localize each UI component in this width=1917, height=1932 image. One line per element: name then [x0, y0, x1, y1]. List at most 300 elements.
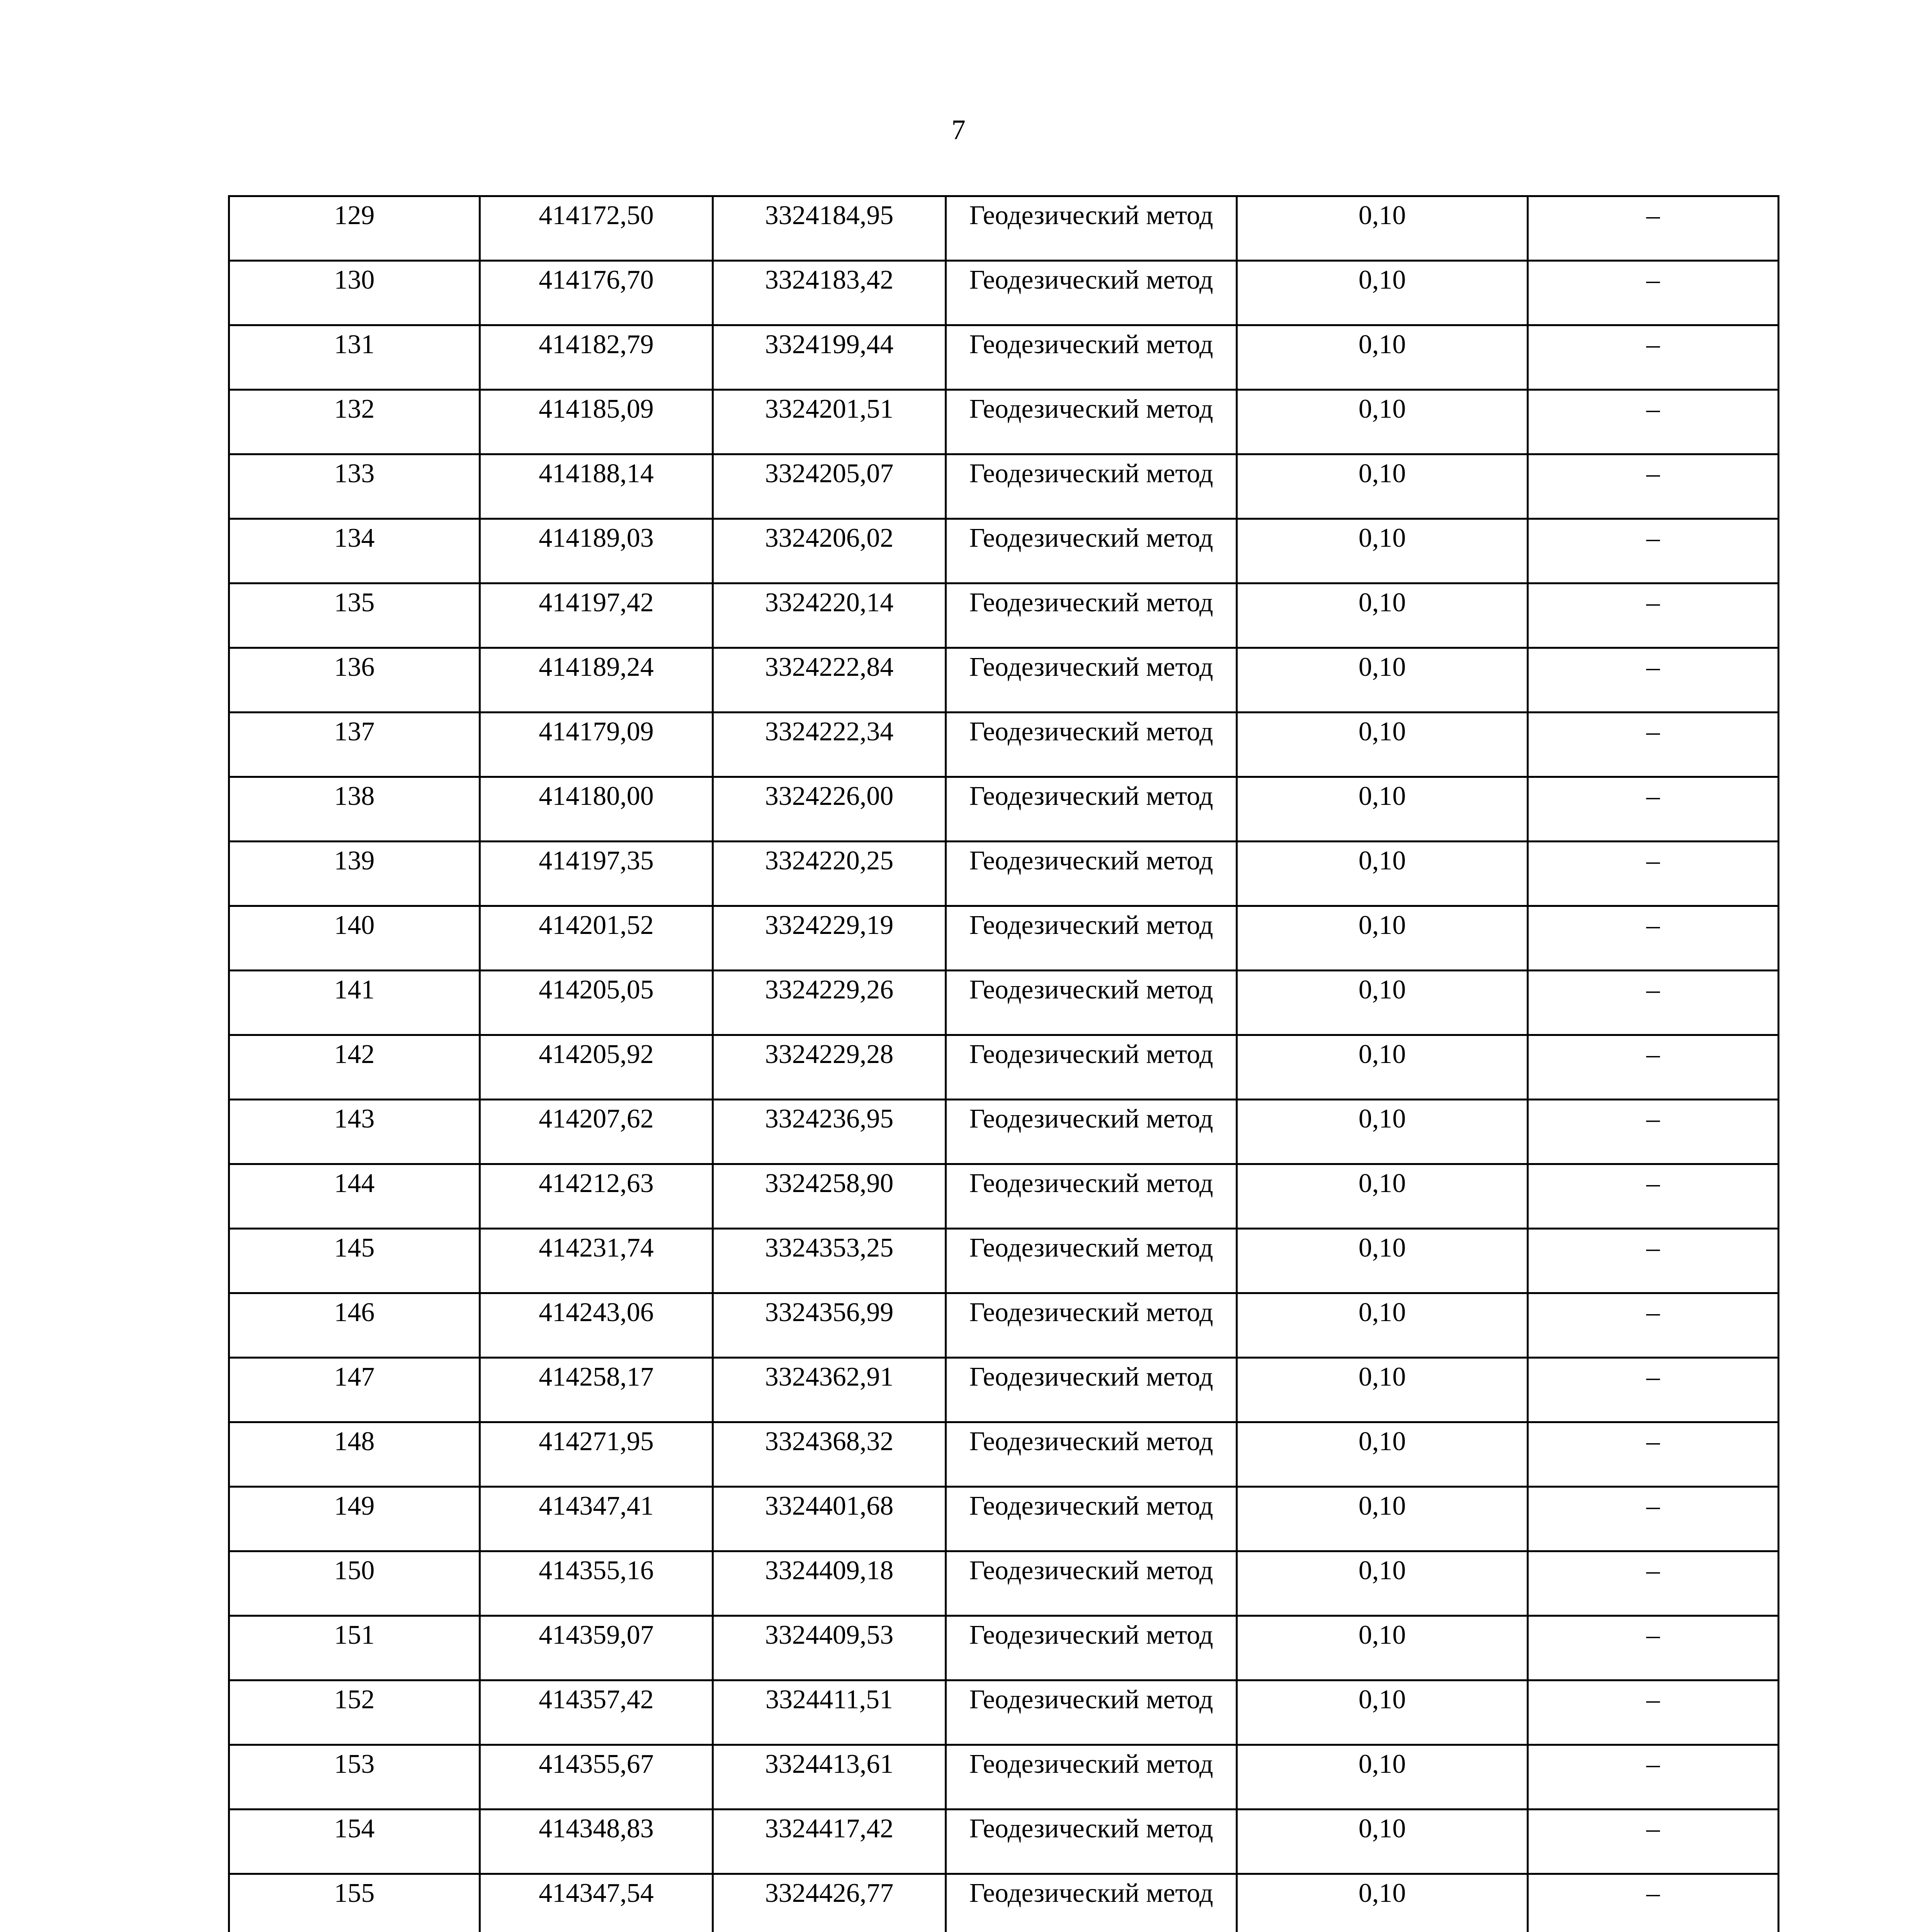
coordinate-y-cell-text: 3324206,02 — [765, 523, 894, 553]
note-cell — [1528, 1745, 1779, 1810]
coordinate-x-cell-text: 414359,07 — [539, 1620, 654, 1650]
point-number-cell-text: 145 — [334, 1233, 375, 1263]
accuracy-cell-text: 0,10 — [1358, 588, 1406, 617]
coordinate-y-cell-text: 3324356,99 — [765, 1298, 894, 1327]
accuracy-cell-text: 0,10 — [1358, 1878, 1406, 1908]
point-number-cell-text: 130 — [334, 265, 375, 295]
coordinate-y-cell-text: 3324222,34 — [765, 717, 894, 747]
accuracy-cell-text: 0,10 — [1358, 846, 1406, 876]
coordinate-x-cell-text: 414347,54 — [539, 1878, 654, 1908]
note-cell — [1528, 261, 1779, 325]
accuracy-cell-text: 0,10 — [1358, 975, 1406, 1005]
note-cell — [1528, 1293, 1779, 1358]
note-cell-text: – — [1646, 1814, 1660, 1844]
note-cell — [1528, 1874, 1779, 1932]
coordinate-x-cell — [480, 971, 713, 1035]
note-cell-text: – — [1646, 201, 1660, 230]
coordinate-y-cell — [713, 713, 946, 777]
table-row — [229, 777, 1779, 842]
point-number-cell-text: 139 — [334, 846, 375, 876]
point-number-cell — [229, 583, 480, 648]
coordinate-x-cell — [480, 713, 713, 777]
accuracy-cell — [1237, 1487, 1528, 1551]
coordinate-x-cell — [480, 1035, 713, 1100]
accuracy-cell-text: 0,10 — [1358, 717, 1406, 747]
point-number-cell-text: 135 — [334, 588, 375, 617]
table-row — [229, 1487, 1779, 1551]
table-row — [229, 1810, 1779, 1874]
coordinate-y-cell — [713, 519, 946, 583]
point-number-cell — [229, 1293, 480, 1358]
coordinate-x-cell-text: 414185,09 — [539, 394, 654, 424]
method-cell-text: Геодезический метод — [969, 201, 1213, 230]
coordinate-x-cell-text: 414348,83 — [539, 1814, 654, 1844]
coordinate-x-cell — [480, 1164, 713, 1229]
coordinate-x-cell — [480, 1810, 713, 1874]
note-cell-text: – — [1646, 459, 1660, 488]
coordinate-x-cell-text: 414189,24 — [539, 652, 654, 682]
point-number-cell-text: 136 — [334, 652, 375, 682]
point-number-cell-text: 133 — [334, 459, 375, 488]
table-row — [229, 390, 1779, 454]
coordinate-x-cell — [480, 1293, 713, 1358]
accuracy-cell — [1237, 777, 1528, 842]
method-cell — [946, 1810, 1237, 1874]
note-cell — [1528, 648, 1779, 713]
note-cell — [1528, 325, 1779, 390]
note-cell — [1528, 454, 1779, 519]
point-number-cell-text: 148 — [334, 1427, 375, 1456]
coordinate-x-cell-text: 414189,03 — [539, 523, 654, 553]
coordinate-y-cell — [713, 777, 946, 842]
accuracy-cell-text: 0,10 — [1358, 781, 1406, 811]
coordinate-x-cell — [480, 325, 713, 390]
method-cell — [946, 713, 1237, 777]
method-cell — [946, 1100, 1237, 1164]
accuracy-cell — [1237, 261, 1528, 325]
note-cell-text: – — [1646, 1427, 1660, 1456]
table-row — [229, 1035, 1779, 1100]
method-cell — [946, 1422, 1237, 1487]
coordinate-x-cell — [480, 261, 713, 325]
note-cell-text: – — [1646, 265, 1660, 295]
coordinate-y-cell-text: 3324353,25 — [765, 1233, 894, 1263]
point-number-cell — [229, 971, 480, 1035]
point-number-cell-text: 143 — [334, 1104, 375, 1134]
point-number-cell — [229, 648, 480, 713]
point-number-cell — [229, 1100, 480, 1164]
method-cell-text: Геодезический метод — [969, 265, 1213, 295]
table-row — [229, 842, 1779, 906]
table-row — [229, 1874, 1779, 1932]
method-cell — [946, 325, 1237, 390]
table-row — [229, 648, 1779, 713]
note-cell-text: – — [1646, 1620, 1660, 1650]
coordinate-y-cell — [713, 1422, 946, 1487]
method-cell-text: Геодезический метод — [969, 1104, 1213, 1134]
accuracy-cell — [1237, 906, 1528, 971]
method-cell-text: Геодезический метод — [969, 1556, 1213, 1585]
method-cell-text: Геодезический метод — [969, 1427, 1213, 1456]
coordinates-table-body — [229, 196, 1779, 1932]
point-number-cell — [229, 261, 480, 325]
table-row — [229, 261, 1779, 325]
point-number-cell — [229, 325, 480, 390]
note-cell — [1528, 1551, 1779, 1616]
accuracy-cell — [1237, 1293, 1528, 1358]
accuracy-cell-text: 0,10 — [1358, 1427, 1406, 1456]
accuracy-cell-text: 0,10 — [1358, 1749, 1406, 1779]
coordinate-y-cell — [713, 971, 946, 1035]
accuracy-cell — [1237, 1551, 1528, 1616]
coordinate-x-cell — [480, 1616, 713, 1680]
table-row — [229, 971, 1779, 1035]
accuracy-cell — [1237, 648, 1528, 713]
note-cell-text: – — [1646, 1362, 1660, 1392]
coordinate-y-cell-text: 3324236,95 — [765, 1104, 894, 1134]
method-cell — [946, 1551, 1237, 1616]
note-cell-text: – — [1646, 781, 1660, 811]
coordinate-y-cell — [713, 1035, 946, 1100]
note-cell-text: – — [1646, 394, 1660, 424]
method-cell-text: Геодезический метод — [969, 652, 1213, 682]
method-cell-text: Геодезический метод — [969, 588, 1213, 617]
method-cell-text: Геодезический метод — [969, 330, 1213, 359]
page-number: 7 — [951, 114, 966, 145]
method-cell-text: Геодезический метод — [969, 394, 1213, 424]
accuracy-cell-text: 0,10 — [1358, 1491, 1406, 1521]
method-cell-text: Геодезический метод — [969, 1039, 1213, 1069]
accuracy-cell-text: 0,10 — [1358, 1233, 1406, 1263]
point-number-cell-text: 129 — [334, 201, 375, 230]
accuracy-cell-text: 0,10 — [1358, 1168, 1406, 1198]
accuracy-cell-text: 0,10 — [1358, 201, 1406, 230]
method-cell — [946, 906, 1237, 971]
coordinate-x-cell — [480, 1358, 713, 1422]
accuracy-cell — [1237, 1229, 1528, 1293]
accuracy-cell-text: 0,10 — [1358, 1104, 1406, 1134]
coordinate-x-cell-text: 414357,42 — [539, 1685, 654, 1714]
point-number-cell — [229, 196, 480, 261]
method-cell-text: Геодезический метод — [969, 523, 1213, 553]
method-cell — [946, 648, 1237, 713]
accuracy-cell-text: 0,10 — [1358, 652, 1406, 682]
coordinate-y-cell-text: 3324401,68 — [765, 1491, 894, 1521]
point-number-cell-text: 152 — [334, 1685, 375, 1714]
coordinate-x-cell-text: 414205,05 — [539, 975, 654, 1005]
accuracy-cell — [1237, 1358, 1528, 1422]
table-row — [229, 1551, 1779, 1616]
method-cell-text: Геодезический метод — [969, 1814, 1213, 1844]
coordinate-y-cell — [713, 196, 946, 261]
point-number-cell — [229, 1745, 480, 1810]
note-cell-text: – — [1646, 1039, 1660, 1069]
coordinate-x-cell — [480, 1487, 713, 1551]
coordinate-y-cell-text: 3324201,51 — [765, 394, 894, 424]
table-row — [229, 1229, 1779, 1293]
table-row — [229, 196, 1779, 261]
accuracy-cell — [1237, 1810, 1528, 1874]
coordinate-y-cell — [713, 1616, 946, 1680]
note-cell-text: – — [1646, 652, 1660, 682]
method-cell — [946, 583, 1237, 648]
method-cell-text: Геодезический метод — [969, 1685, 1213, 1714]
coordinate-x-cell-text: 414188,14 — [539, 459, 654, 488]
accuracy-cell — [1237, 583, 1528, 648]
coordinate-y-cell-text: 3324220,25 — [765, 846, 894, 876]
table-row — [229, 519, 1779, 583]
table-row — [229, 1100, 1779, 1164]
method-cell-text: Геодезический метод — [969, 1878, 1213, 1908]
coordinate-y-cell-text: 3324184,95 — [765, 201, 894, 230]
note-cell-text: – — [1646, 1168, 1660, 1198]
point-number-cell — [229, 842, 480, 906]
accuracy-cell-text: 0,10 — [1358, 1620, 1406, 1650]
accuracy-cell-text: 0,10 — [1358, 1362, 1406, 1392]
method-cell — [946, 454, 1237, 519]
table-row — [229, 1616, 1779, 1680]
coordinate-x-cell — [480, 1100, 713, 1164]
coordinate-x-cell — [480, 906, 713, 971]
accuracy-cell-text: 0,10 — [1358, 1685, 1406, 1714]
coordinate-y-cell-text: 3324413,61 — [765, 1749, 894, 1779]
coordinate-x-cell-text: 414205,92 — [539, 1039, 654, 1069]
coordinate-x-cell-text: 414197,42 — [539, 588, 654, 617]
point-number-cell-text: 137 — [334, 717, 375, 747]
method-cell-text: Геодезический метод — [969, 459, 1213, 488]
accuracy-cell-text: 0,10 — [1358, 265, 1406, 295]
coordinate-y-cell — [713, 583, 946, 648]
table-row — [229, 1293, 1779, 1358]
coordinate-y-cell-text: 3324229,26 — [765, 975, 894, 1005]
note-cell-text: – — [1646, 1233, 1660, 1263]
point-number-cell-text: 140 — [334, 910, 375, 940]
table-row — [229, 713, 1779, 777]
note-cell-text: – — [1646, 1104, 1660, 1134]
accuracy-cell — [1237, 325, 1528, 390]
coordinates-table — [228, 195, 1779, 1932]
coordinate-x-cell — [480, 1422, 713, 1487]
coordinate-x-cell — [480, 454, 713, 519]
table-row — [229, 454, 1779, 519]
coordinate-y-cell-text: 3324409,18 — [765, 1556, 894, 1585]
coordinate-y-cell-text: 3324229,28 — [765, 1039, 894, 1069]
point-number-cell — [229, 906, 480, 971]
method-cell — [946, 1745, 1237, 1810]
accuracy-cell — [1237, 519, 1528, 583]
table-row — [229, 906, 1779, 971]
method-cell-text: Геодезический метод — [969, 975, 1213, 1005]
point-number-cell — [229, 1680, 480, 1745]
coordinate-x-cell-text: 414176,70 — [539, 265, 654, 295]
note-cell-text: – — [1646, 1878, 1660, 1908]
coordinate-y-cell — [713, 261, 946, 325]
coordinate-x-cell-text: 414355,67 — [539, 1749, 654, 1779]
coordinate-x-cell-text: 414172,50 — [539, 201, 654, 230]
point-number-cell-text: 149 — [334, 1491, 375, 1521]
note-cell-text: – — [1646, 1685, 1660, 1714]
coordinate-x-cell — [480, 1680, 713, 1745]
accuracy-cell-text: 0,10 — [1358, 394, 1406, 424]
coordinate-x-cell — [480, 1551, 713, 1616]
coordinate-y-cell — [713, 648, 946, 713]
note-cell — [1528, 196, 1779, 261]
accuracy-cell — [1237, 390, 1528, 454]
note-cell-text: – — [1646, 846, 1660, 876]
accuracy-cell — [1237, 1680, 1528, 1745]
note-cell — [1528, 777, 1779, 842]
note-cell — [1528, 1100, 1779, 1164]
coordinate-y-cell — [713, 1487, 946, 1551]
accuracy-cell-text: 0,10 — [1358, 523, 1406, 553]
coordinate-x-cell — [480, 390, 713, 454]
point-number-cell-text: 144 — [334, 1168, 375, 1198]
coordinate-y-cell — [713, 1358, 946, 1422]
coordinate-y-cell-text: 3324362,91 — [765, 1362, 894, 1392]
accuracy-cell — [1237, 1616, 1528, 1680]
accuracy-cell — [1237, 1745, 1528, 1810]
point-number-cell — [229, 1616, 480, 1680]
method-cell-text: Геодезический метод — [969, 1298, 1213, 1327]
table-row — [229, 1164, 1779, 1229]
coordinate-y-cell — [713, 390, 946, 454]
point-number-cell-text: 138 — [334, 781, 375, 811]
accuracy-cell — [1237, 1164, 1528, 1229]
point-number-cell — [229, 713, 480, 777]
method-cell — [946, 261, 1237, 325]
method-cell — [946, 1616, 1237, 1680]
coordinate-x-cell — [480, 648, 713, 713]
note-cell — [1528, 713, 1779, 777]
coordinate-y-cell — [713, 325, 946, 390]
coordinate-y-cell — [713, 1100, 946, 1164]
coordinate-y-cell-text: 3324183,42 — [765, 265, 894, 295]
accuracy-cell — [1237, 1035, 1528, 1100]
note-cell-text: – — [1646, 717, 1660, 747]
coordinate-y-cell — [713, 454, 946, 519]
coordinate-y-cell-text: 3324409,53 — [765, 1620, 894, 1650]
note-cell-text: – — [1646, 1556, 1660, 1585]
point-number-cell-text: 153 — [334, 1749, 375, 1779]
method-cell — [946, 777, 1237, 842]
coordinate-y-cell-text: 3324199,44 — [765, 330, 894, 359]
note-cell-text: – — [1646, 1298, 1660, 1327]
method-cell-text: Геодезический метод — [969, 910, 1213, 940]
method-cell — [946, 1293, 1237, 1358]
note-cell — [1528, 842, 1779, 906]
method-cell — [946, 1358, 1237, 1422]
accuracy-cell — [1237, 454, 1528, 519]
note-cell-text: – — [1646, 1749, 1660, 1779]
method-cell — [946, 1229, 1237, 1293]
note-cell — [1528, 583, 1779, 648]
accuracy-cell — [1237, 971, 1528, 1035]
coordinate-x-cell — [480, 777, 713, 842]
coordinate-y-cell — [713, 906, 946, 971]
coordinate-y-cell-text: 3324229,19 — [765, 910, 894, 940]
point-number-cell — [229, 1358, 480, 1422]
point-number-cell — [229, 1487, 480, 1551]
accuracy-cell — [1237, 1100, 1528, 1164]
accuracy-cell-text: 0,10 — [1358, 1556, 1406, 1585]
coordinate-x-cell-text: 414231,74 — [539, 1233, 654, 1263]
note-cell-text: – — [1646, 975, 1660, 1005]
coordinate-x-cell-text: 414179,09 — [539, 717, 654, 747]
coordinate-x-cell — [480, 583, 713, 648]
accuracy-cell — [1237, 1422, 1528, 1487]
method-cell-text: Геодезический метод — [969, 1620, 1213, 1650]
note-cell — [1528, 1164, 1779, 1229]
accuracy-cell-text: 0,10 — [1358, 1039, 1406, 1069]
coordinate-y-cell — [713, 1551, 946, 1616]
coordinate-x-cell — [480, 842, 713, 906]
coordinate-x-cell-text: 414271,95 — [539, 1427, 654, 1456]
note-cell — [1528, 390, 1779, 454]
point-number-cell-text: 146 — [334, 1298, 375, 1327]
note-cell-text: – — [1646, 588, 1660, 617]
method-cell — [946, 1035, 1237, 1100]
coordinate-x-cell-text: 414197,35 — [539, 846, 654, 876]
point-number-cell — [229, 1229, 480, 1293]
coordinate-y-cell-text: 3324226,00 — [765, 781, 894, 811]
point-number-cell-text: 155 — [334, 1878, 375, 1908]
coordinate-y-cell — [713, 1164, 946, 1229]
method-cell-text: Геодезический метод — [969, 717, 1213, 747]
point-number-cell-text: 141 — [334, 975, 375, 1005]
coordinate-y-cell — [713, 1745, 946, 1810]
coordinate-y-cell-text: 3324222,84 — [765, 652, 894, 682]
method-cell-text: Геодезический метод — [969, 781, 1213, 811]
coordinate-x-cell — [480, 1229, 713, 1293]
table-row — [229, 1358, 1779, 1422]
coordinate-x-cell-text: 414207,62 — [539, 1104, 654, 1134]
point-number-cell-text: 131 — [334, 330, 375, 359]
note-cell-text: – — [1646, 523, 1660, 553]
note-cell — [1528, 1680, 1779, 1745]
point-number-cell-text: 142 — [334, 1039, 375, 1069]
point-number-cell-text: 134 — [334, 523, 375, 553]
table-row — [229, 583, 1779, 648]
method-cell-text: Геодезический метод — [969, 1168, 1213, 1198]
note-cell-text: – — [1646, 1491, 1660, 1521]
coordinate-x-cell — [480, 1745, 713, 1810]
coordinate-x-cell-text: 414347,41 — [539, 1491, 654, 1521]
point-number-cell — [229, 454, 480, 519]
note-cell — [1528, 906, 1779, 971]
coordinate-y-cell-text: 3324368,32 — [765, 1427, 894, 1456]
coordinate-y-cell-text: 3324426,77 — [765, 1878, 894, 1908]
point-number-cell — [229, 1810, 480, 1874]
accuracy-cell-text: 0,10 — [1358, 910, 1406, 940]
point-number-cell — [229, 1874, 480, 1932]
coordinate-x-cell-text: 414258,17 — [539, 1362, 654, 1392]
method-cell — [946, 196, 1237, 261]
accuracy-cell — [1237, 196, 1528, 261]
method-cell — [946, 842, 1237, 906]
coordinate-x-cell-text: 414182,79 — [539, 330, 654, 359]
accuracy-cell-text: 0,10 — [1358, 1298, 1406, 1327]
method-cell — [946, 519, 1237, 583]
point-number-cell — [229, 1551, 480, 1616]
point-number-cell — [229, 390, 480, 454]
table-row — [229, 325, 1779, 390]
note-cell — [1528, 1616, 1779, 1680]
accuracy-cell — [1237, 1874, 1528, 1932]
coordinate-y-cell — [713, 1874, 946, 1932]
coordinate-y-cell-text: 3324417,42 — [765, 1814, 894, 1844]
coordinate-y-cell-text: 3324220,14 — [765, 588, 894, 617]
coordinate-x-cell — [480, 519, 713, 583]
